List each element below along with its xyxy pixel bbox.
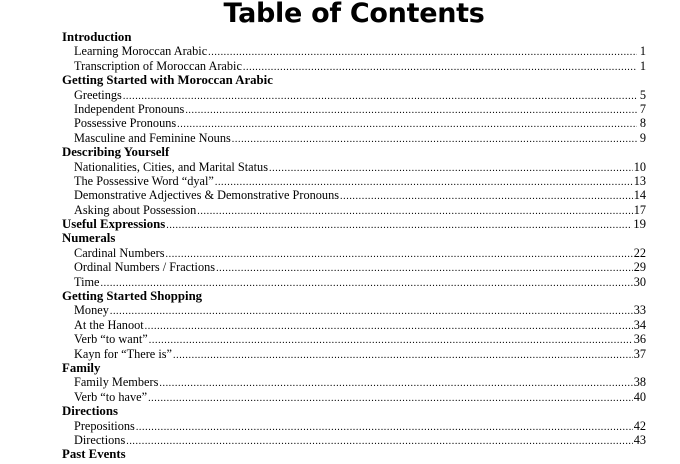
page-number: 34 [633, 317, 646, 332]
section-title: Directions [62, 404, 118, 419]
toc-entry [62, 59, 646, 73]
page-number: 40 [633, 389, 646, 404]
dot-leader [232, 133, 637, 147]
page-number: 5 [639, 87, 646, 102]
toc-section-heading [62, 145, 646, 159]
page-number: 36 [633, 332, 646, 347]
dot-leader [166, 248, 633, 262]
toc-entry [62, 347, 646, 361]
page-title: Table of Contents [223, 0, 485, 29]
toc-section-heading [62, 361, 646, 375]
entry-title: Time [74, 274, 100, 289]
page-number: 22 [633, 245, 646, 260]
dot-leader [126, 435, 632, 449]
section-title: Describing Yourself [62, 145, 170, 160]
toc-section-heading [62, 289, 646, 303]
page-number: 30 [633, 274, 646, 289]
entry-title: Kayn for “There is” [74, 346, 172, 361]
entry-title: Money [74, 303, 109, 318]
section-title: Family [62, 360, 101, 375]
entry-title: Transcription of Moroccan Arabic [74, 58, 242, 73]
page-number: 19 [633, 217, 646, 232]
toc-entry [62, 303, 646, 317]
page-number: 10 [633, 159, 646, 174]
toc-entry [62, 44, 646, 58]
toc-entry [62, 318, 646, 332]
entry-title: Learning Moroccan Arabic [74, 44, 208, 59]
entry-title: Asking about Possession [74, 202, 197, 217]
toc-entry [62, 433, 646, 447]
toc-section-heading [62, 30, 646, 44]
dot-leader [166, 219, 632, 233]
toc-entry [62, 160, 646, 174]
dot-leader [177, 118, 637, 132]
toc-section-heading [62, 447, 646, 461]
dot-leader [123, 90, 637, 104]
dot-leader [136, 421, 633, 435]
page-number: 37 [633, 346, 646, 361]
page-number: 13 [633, 173, 646, 188]
toc-section-heading [62, 73, 646, 87]
toc-entry [62, 203, 646, 217]
page-number: 42 [633, 418, 646, 433]
section-title: Past Events [62, 447, 126, 462]
dot-leader [159, 377, 632, 391]
toc-entry [62, 375, 646, 389]
entry-title: Nationalities, Cities, and Marital Status [74, 159, 268, 174]
entry-title: Directions [74, 432, 126, 447]
entry-title: Masculine and Feminine Nouns [74, 130, 231, 145]
entry-title: Ordinal Numbers / Fractions [74, 260, 216, 275]
entry-title: Possessive Pronouns [74, 116, 177, 131]
dot-leader [185, 104, 637, 118]
toc-entry [62, 102, 646, 116]
page-number: 1 [639, 58, 646, 73]
entry-title: Greetings [74, 87, 122, 102]
entry-title: Family Members [74, 375, 159, 390]
entry-title: The Possessive Word “dyal” [74, 173, 214, 188]
page-number: 7 [639, 101, 646, 116]
toc-entry [62, 88, 646, 102]
toc-entry [62, 275, 646, 289]
page-number: 17 [633, 202, 646, 217]
dot-leader [197, 205, 632, 219]
dot-leader [148, 392, 633, 406]
page-number: 1 [639, 44, 646, 59]
toc-entry [62, 131, 646, 145]
entry-title: Demonstrative Adjectives & Demonstrative Pronouns [74, 188, 340, 203]
dot-leader [149, 334, 633, 348]
toc-entry [62, 260, 646, 274]
dot-leader [216, 262, 633, 276]
toc-section-heading [62, 231, 646, 245]
dot-leader [110, 305, 633, 319]
toc-entry [62, 390, 646, 404]
section-title: Getting Started with Moroccan Arabic [62, 73, 273, 88]
page-number: 8 [639, 116, 646, 131]
page-number: 9 [639, 130, 646, 145]
page-number: 14 [633, 188, 646, 203]
dot-leader [173, 349, 633, 363]
page-number: 29 [633, 260, 646, 275]
entry-title: Cardinal Numbers [74, 245, 165, 260]
toc-entry [62, 246, 646, 260]
entry-title: Independent Pronouns [74, 101, 185, 116]
section-title: Useful Expressions [62, 217, 166, 232]
dot-leader [243, 61, 637, 75]
dot-leader [269, 162, 633, 176]
toc-entry [62, 332, 646, 346]
entry-title: Prepositions [74, 418, 135, 433]
section-title: Numerals [62, 231, 116, 246]
page-number: 38 [633, 375, 646, 390]
dot-leader [340, 190, 633, 204]
dot-leader [208, 46, 637, 60]
entry-title: At the Hanoot [74, 317, 144, 332]
page-number: 33 [633, 303, 646, 318]
toc-section-heading [62, 404, 646, 418]
toc-entry [62, 188, 646, 202]
toc-section-heading [62, 217, 646, 231]
dot-leader [145, 320, 633, 334]
toc-entry [62, 116, 646, 130]
toc-entry [62, 419, 646, 433]
entry-title: Verb “to want” [74, 332, 148, 347]
toc-list [62, 30, 646, 462]
section-title: Introduction [62, 30, 132, 44]
toc-entry [62, 174, 646, 188]
section-title: Getting Started Shopping [62, 289, 203, 304]
page-number: 43 [633, 432, 646, 447]
entry-title: Verb “to have” [74, 389, 148, 404]
